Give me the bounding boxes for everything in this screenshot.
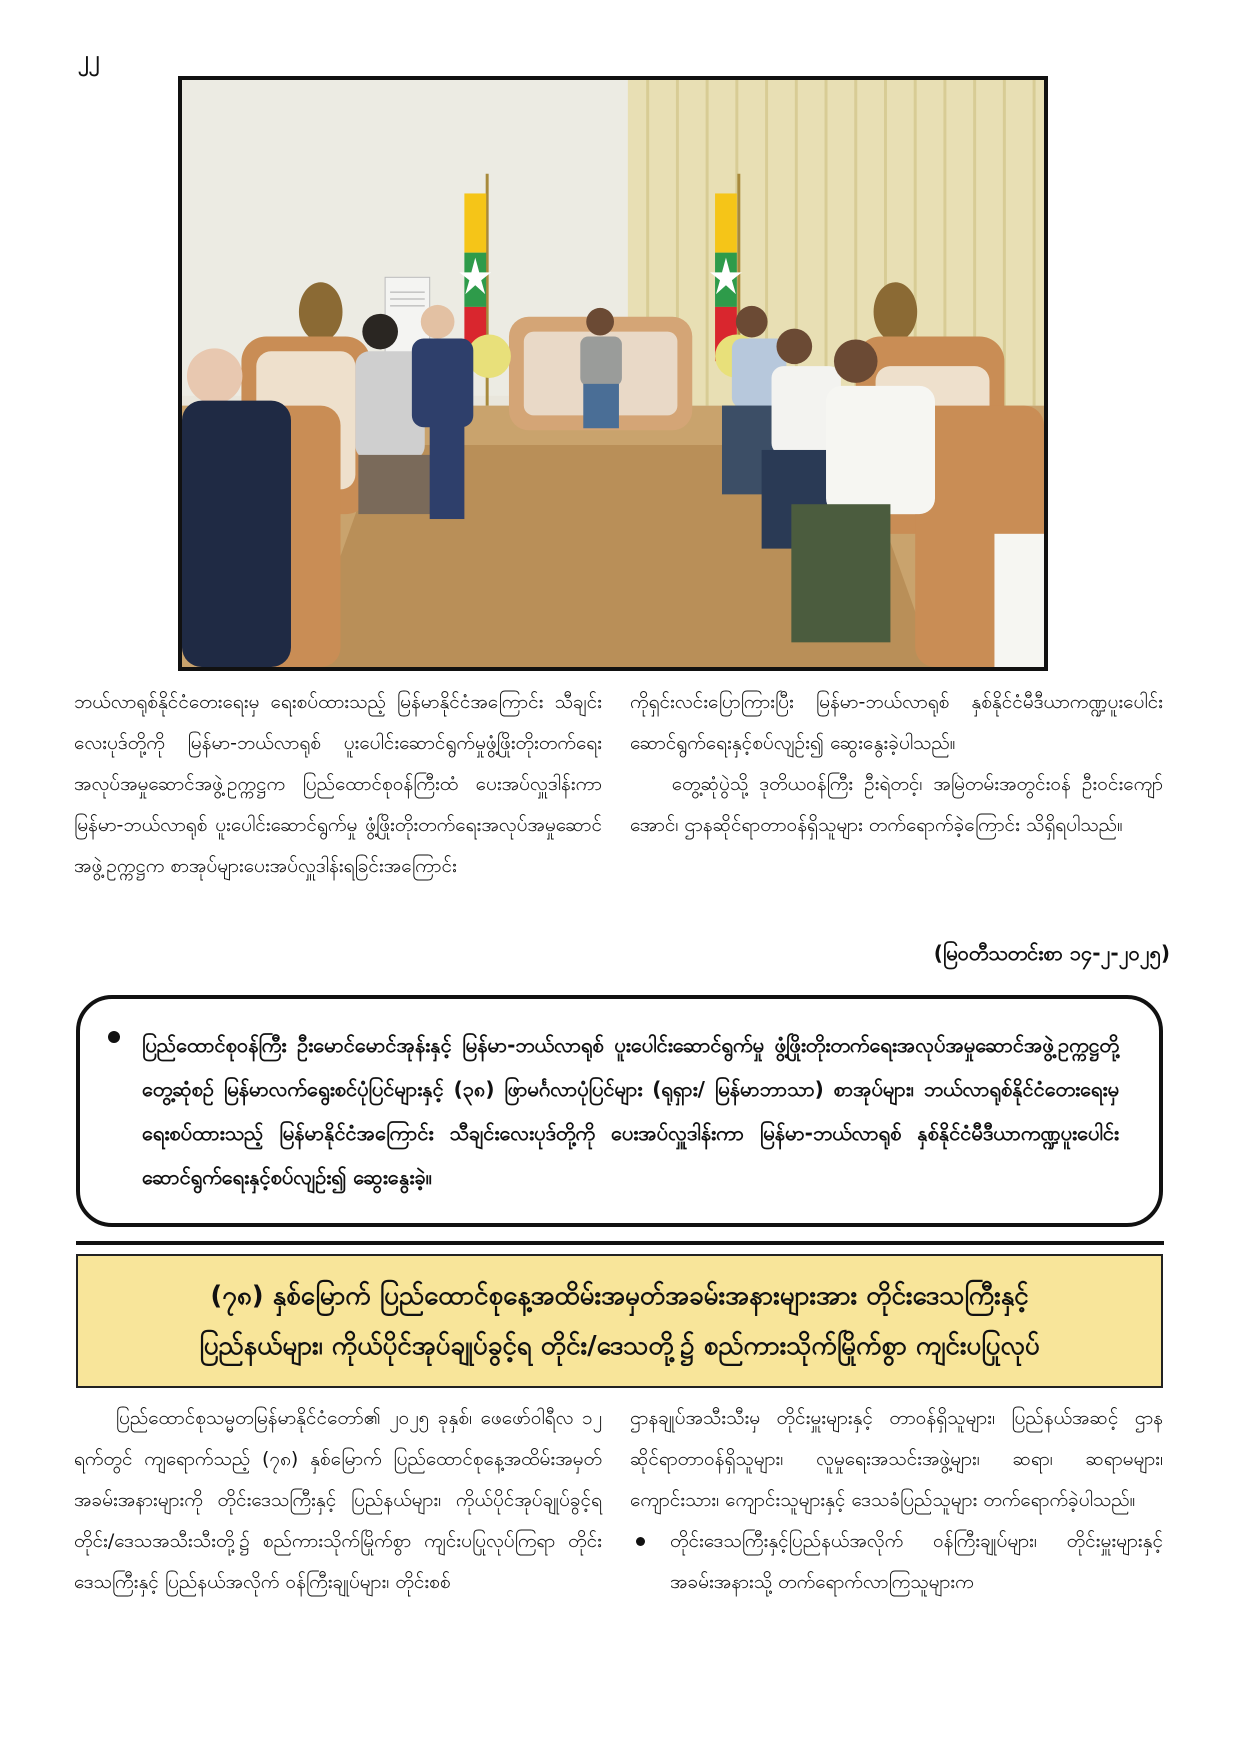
article-bottom-right-para-1: ဌာနချုပ်အသီးသီးမှ တိုင်းမှူးများနှင့် တာဝန်ရှိသူများ၊ ပြည်နယ်အဆင့် ဌာနဆိုင်ရာတာဝန်ရှိသူများ၊ လူမှုရေးအသင်းအဖွဲ့များ၊ ဆရာ၊ ဆရာမများ၊ ကျောင်းသား၊ ကျောင်းသူများနှင့် ဒေသခံပြည်သူများ တက်ရောက်ခဲ့ပါသည်။ [630, 1407, 1163, 1511]
section-divider [76, 1241, 1164, 1245]
article-source: (မြဝတီသတင်းစာ ၁၄-၂-၂၀၂၅) [933, 941, 1170, 965]
list-item-text: တိုင်းဒေသကြီးနှင့်ပြည်နယ်အလိုက် ဝန်ကြီးချုပ်များ၊ တိုင်းမှူးများနှင့် အခမ်းအနားသို့ တက်ရောက်လာကြသူများက [670, 1530, 1163, 1593]
article-top-left-column [74, 682, 602, 887]
article-bottom-left-column [74, 1398, 602, 1603]
summary-text: ပြည်ထောင်စုဝန်ကြီး ဦးမောင်မောင်အုန်းနှင့် မြန်မာ-ဘယ်လာရုစ် ပူးပေါင်းဆောင်ရွက်မှု ဖွံ့ဖြိုးတိုးတက်ရေးအလုပ်အမှုဆောင်အဖွဲ့ဥက္ကဋ္ဌတို့တွေ့ဆုံစဉ် မြန်မာလက်ရွေးစင်ပုံပြင်များနှင့် (၃၈) ဖြာမင်္ဂလာပုံပြင်များ (ရုရှား/ မြန်မာဘာသာ) စာအုပ်များ၊ ဘယ်လာရုစ်နိုင်ငံတေးရေးမှ ရေးစပ်ထားသည့် မြန်မာနိုင်ငံအကြောင်း သီချင်းလေးပုဒ်တို့ကို ပေးအပ်လှူဒါန်းကာ မြန်မာ-ဘယ်လာရုစ် နှစ်နိုင်ငံမီဒီယာကဏ္ဍပူးပေါင်းဆောင်ရွက်ရေးနှင့်စပ်လျဉ်း၍ ဆွေးနွေးခဲ့။ [142, 1033, 1119, 1189]
article-bottom-left-text: ပြည်ထောင်စုသမ္မတမြန်မာနိုင်ငံတော်၏ ၂၀၂၅ ခုနှစ်၊ ဖေဖော်ဝါရီလ ၁၂ ရက်တွင် ကျရောက်သည့် (၇၈) နှစ်မြောက် ပြည်ထောင်စုနေ့အထိမ်းအမှတ်အခမ်းအနားများကို တိုင်းဒေသကြီးနှင့် ပြည်နယ်များ၊ ကိုယ်ပိုင်အုပ်ချုပ်ခွင့်ရ တိုင်း/ဒေသအသီးသီးတို့၌ စည်ကားသိုက်မြိုက်စွာ ကျင်းပပြုလုပ်ကြရာ တိုင်းဒေသကြီးနှင့် ပြည်နယ်အလိုက် ဝန်ကြီးချုပ်များ၊ တိုင်းစစ် [74, 1407, 602, 1593]
page-number: ၂၂ [78, 47, 100, 72]
article-top-right-para-2: တွေ့ဆုံပွဲသို့ ဒုတိယဝန်ကြီး ဦးရဲတင့်၊ အမြဲတမ်းအတွင်းဝန် ဦးဝင်းကျော်အောင်၊ ဌာနဆိုင်ရာတာဝန်ရှိသူများ တက်ရောက်ခဲ့ကြောင်း သိရှိရပါသည်။ [630, 773, 1163, 836]
article-top-right-para-1: ကိုရှင်းလင်းပြောကြားပြီး မြန်မာ-ဘယ်လာရုစ် နှစ်နိုင်ငံမီဒီယာကဏ္ဍပူးပေါင်းဆောင်ရွက်ရေးနှင့်စပ်လျဉ်း၍ ဆွေးနွေးခဲ့ပါသည်။ [630, 691, 1163, 754]
headline-line-2: ပြည်နယ်များ၊ ကိုယ်ပိုင်အုပ်ချုပ်ခွင့်ရ တိုင်း/ဒေသတို့၌ စည်ကားသိုက်မြိုက်စွာ ကျင်းပပြုလုပ် [199, 1331, 1040, 1361]
meeting-photo [178, 76, 1048, 671]
article-top-left-text: ဘယ်လာရုစ်နိုင်ငံတေးရေးမှ ရေးစပ်ထားသည့် မြန်မာနိုင်ငံအကြောင်း သီချင်းလေးပုဒ်တို့ကို မြန်မာ-ဘယ်လာရုစ် ပူးပေါင်းဆောင်ရွက်မှုဖွံ့ဖြိုးတိုးတက်ရေး အလုပ်အမှုဆောင်အဖွဲ့ဥက္ကဋ္ဌက ပြည်ထောင်စုဝန်ကြီးထံ ပေးအပ်လှူဒါန်းကာ မြန်မာ-ဘယ်လာရုစ် ပူးပေါင်းဆောင်ရွက်မှု ဖွံ့ဖြိုးတိုးတက်ရေးအလုပ်အမှုဆောင်အဖွဲ့ဥက္ကဋ္ဌက စာအုပ်များပေးအပ်လှူဒါန်းရခြင်းအကြောင်း [74, 691, 602, 877]
article-top-right-column [630, 682, 1163, 846]
bullet-icon [108, 1031, 120, 1043]
list-item [630, 1521, 1163, 1603]
summary-box [76, 995, 1163, 1227]
meeting-photo-icon [182, 80, 1044, 667]
headline [76, 1254, 1163, 1388]
bullet-icon [636, 1537, 645, 1546]
article-bottom-right-column [630, 1398, 1163, 1603]
headline-line-1: (၇၈) နှစ်မြောက် ပြည်ထောင်စုနေ့အထိမ်းအမှတ်အခမ်းအနားများအား တိုင်းဒေသကြီးနှင့် [210, 1281, 1029, 1311]
